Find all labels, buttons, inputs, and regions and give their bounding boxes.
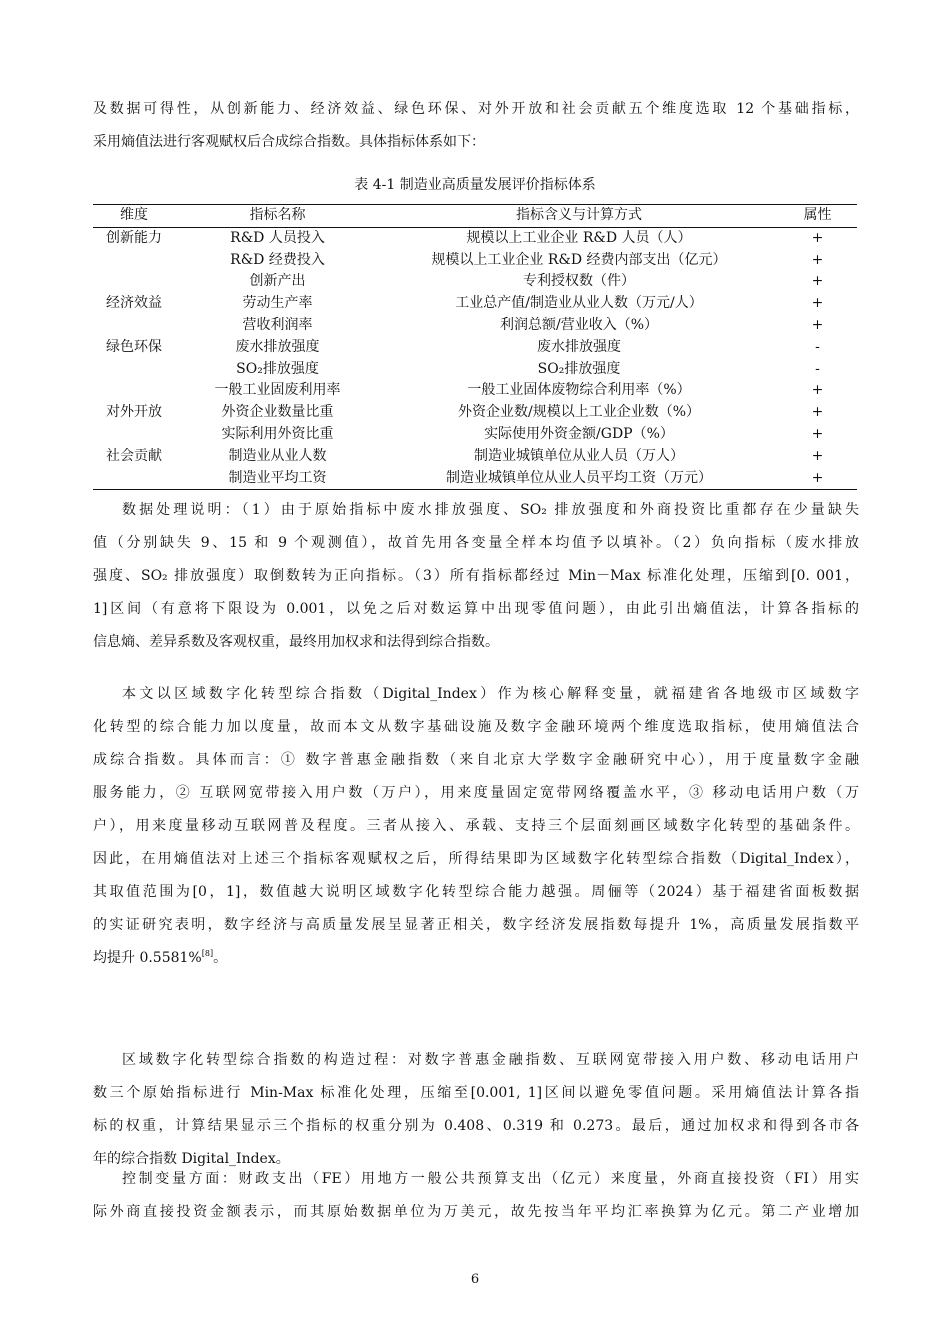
text-line: 1]区间（有意将下限设为 0.001，以免之后对数运算中出现零值问题），由此引出熵值法，计算各指标的 <box>93 601 859 617</box>
text-line: 采用熵值法进行客观赋权后合成综合指数。具体指标体系如下： <box>93 134 485 150</box>
cell-attribute: + <box>811 382 824 399</box>
cell-dimension: 社会贡献 <box>106 447 162 464</box>
text-line: 标的权重，计算结果显示三个指标的权重分别为 0.408、0.319 和 0.273。最后，通过加权求和得到各市各 <box>93 1118 859 1134</box>
table-row <box>93 315 857 337</box>
cell-indicator: 制造业平均工资 <box>228 469 327 486</box>
cell-attribute: + <box>811 295 824 312</box>
cell-definition: 制造业城镇单位从业人员平均工资（万元） <box>446 469 712 486</box>
cell-indicator: R&D 经费投入 <box>230 251 325 268</box>
cell-dimension <box>93 468 175 490</box>
table-body <box>93 227 857 490</box>
cell-attribute: + <box>811 404 824 421</box>
cell-indicator: 制造业从业人数 <box>228 447 327 464</box>
cell-indicator: 废水排放强度 <box>235 338 320 355</box>
cell-attribute: + <box>811 273 824 290</box>
cell-indicator: 劳动生产率 <box>242 295 313 312</box>
text-line: 控制变量方面：财政支出（FE）用地方一般公共预算支出（亿元）来度量，外商直接投资（FI）用实 <box>122 1171 859 1187</box>
text-line: 年的综合指数 Digital_Index。 <box>93 1151 290 1167</box>
cell-dimension <box>93 315 175 337</box>
cell-dimension: 经济效益 <box>106 295 162 312</box>
cell-indicator: 一般工业固废利用率 <box>214 382 341 399</box>
text-line: 本文以区域数字化转型综合指数（Digital_Index）作为核心解释变量，就福建省各地级市区域数字 <box>122 686 859 702</box>
cell-indicator: SO₂排放强度 <box>236 360 319 377</box>
text-line: 因此，在用熵值法对上述三个指标客观赋权之后，所得结果即为区域数字化转型综合指数（Digital_Index）， <box>93 851 859 867</box>
table-row <box>93 271 857 293</box>
text-line: 及数据可得性，从创新能力、经济效益、绿色环保、对外开放和社会贡献五个维度选取 12 个基础指标， <box>93 101 859 117</box>
text-span: 均提升 0.5581% <box>93 950 202 966</box>
column-header-dimension: 维度 <box>120 207 148 223</box>
paragraph-digital-index <box>93 678 859 975</box>
text-line <box>93 942 859 975</box>
table-caption: 表 4-1 制造业高质量发展评价指标体系 <box>354 177 596 193</box>
table-row <box>93 446 857 468</box>
cell-attribute: + <box>811 469 824 486</box>
cell-attribute: + <box>811 251 824 268</box>
cell-definition: 制造业城镇单位从业人员（万人） <box>474 447 684 464</box>
intro-text <box>93 93 859 159</box>
cell-indicator: 营收利润率 <box>242 316 313 333</box>
cell-definition: SO₂排放强度 <box>537 360 621 377</box>
citation-mark: [8] <box>201 949 214 958</box>
cell-definition: 专利授权数（件） <box>523 273 635 290</box>
text-span: 。 <box>213 950 228 966</box>
page-number: 6 <box>470 1272 480 1287</box>
text-line: 成综合指数。具体而言：① 数字普惠金融指数（来自北京大学数字金融研究中心），用于度量数字金融 <box>93 752 859 768</box>
cell-indicator: 外资企业数量比重 <box>221 404 334 421</box>
table-row <box>93 293 857 315</box>
text-line: 服务能力，② 互联网宽带接入用户数（万户），用来度量固定宽带网络覆盖水平，③ 移动电话用户数（万 <box>93 785 859 801</box>
cell-dimension <box>93 424 175 446</box>
table-row <box>93 337 857 359</box>
paragraph-data-processing <box>93 494 859 659</box>
text-line: 户），用来度量移动互联网普及程度。三者从接入、承载、支持三个层面刻画区域数字化转型的基础条件。 <box>93 818 859 834</box>
table-row <box>93 227 857 249</box>
cell-definition: 规模以上工业企业 R&D 经费内部支出（亿元） <box>431 251 727 268</box>
text-line: 数三个原始指标进行 Min-Max 标准化处理，压缩至[0.001, 1]区间以避免零值问题。采用熵值法计算各指 <box>93 1085 859 1101</box>
text-line: 强度、SO₂ 排放强度）取倒数转为正向指标。（3）所有指标都经过 Min－Max 标准化处理，压缩到[0. 001， <box>93 568 859 584</box>
cell-definition: 外资企业数/规模以上工业企业数（%） <box>457 404 701 421</box>
cell-attribute: + <box>811 425 824 442</box>
cell-indicator: 创新产出 <box>249 273 306 290</box>
cell-definition: 工业总产值/制造业从业人数（万元/人） <box>455 295 703 312</box>
cell-definition: 实际使用外资金额/GDP（%） <box>484 425 674 442</box>
cell-attribute: + <box>811 316 824 333</box>
cell-attribute: + <box>811 447 824 464</box>
indicator-table <box>93 204 857 490</box>
cell-dimension <box>93 250 175 272</box>
table-row <box>93 424 857 446</box>
cell-dimension: 绿色环保 <box>106 338 162 355</box>
cell-dimension: 创新能力 <box>106 229 162 246</box>
cell-dimension <box>93 380 175 402</box>
cell-definition: 废水排放强度 <box>537 338 621 355</box>
cell-indicator: R&D 人员投入 <box>230 229 325 246</box>
cell-dimension <box>93 359 175 381</box>
cell-dimension <box>93 271 175 293</box>
text-line: 区域数字化转型综合指数的构造过程：对数字普惠金融指数、互联网宽带接入用户数、移动电话用户 <box>122 1052 859 1068</box>
table-row <box>93 380 857 402</box>
text-line: 值（分别缺失 9、15 和 9 个观测值），故首先用各变量全样本均值予以填补。（2）负向指标（废水排放 <box>93 535 859 551</box>
cell-definition: 一般工业固体废物综合利用率（%） <box>467 382 691 399</box>
cell-attribute: - <box>815 338 820 355</box>
text-line: 的实证研究表明，数字经济与高质量发展呈显著正相关，数字经济发展指数每提升 1%，高质量发展指数平 <box>93 917 859 933</box>
table-header-row <box>93 205 857 228</box>
table-row <box>93 402 857 424</box>
cell-indicator: 实际利用外资比重 <box>221 425 334 442</box>
cell-attribute: + <box>811 229 824 246</box>
text-line: 其取值范围为[0，1]，数值越大说明区域数字化转型综合能力越强。周俪等（2024）基于福建省面板数据 <box>93 884 859 900</box>
column-header-definition: 指标含义与计算方式 <box>516 207 642 223</box>
paragraph-control-variables <box>93 1163 859 1229</box>
column-header-indicator: 指标名称 <box>249 207 306 223</box>
column-header-attribute: 属性 <box>803 207 832 223</box>
text-line: 信息熵、差异系数及客观权重，最终用加权求和法得到综合指数。 <box>93 634 499 650</box>
table-row <box>93 250 857 272</box>
cell-attribute: - <box>815 360 820 377</box>
table-row <box>93 468 857 490</box>
text-line: 数据处理说明：（1）由于原始指标中废水排放强度、SO₂ 排放强度和外商投资比重都存在少量缺失 <box>122 502 859 518</box>
cell-definition: 规模以上工业企业 R&D 人员（人） <box>466 229 692 246</box>
cell-dimension: 对外开放 <box>106 404 162 421</box>
text-line: 化转型的综合能力加以度量，故而本文从数字基础设施及数字金融环境两个维度选取指标，使用熵值法合 <box>93 719 859 735</box>
cell-definition: 利润总额/营业收入（%） <box>499 316 659 333</box>
paragraph-index-construction <box>93 1044 859 1176</box>
text-line: 际外商直接投资金额表示，而其原始数据单位为万美元，故先按当年平均汇率换算为亿元。第二产业增加 <box>93 1204 859 1220</box>
table-row <box>93 359 857 381</box>
